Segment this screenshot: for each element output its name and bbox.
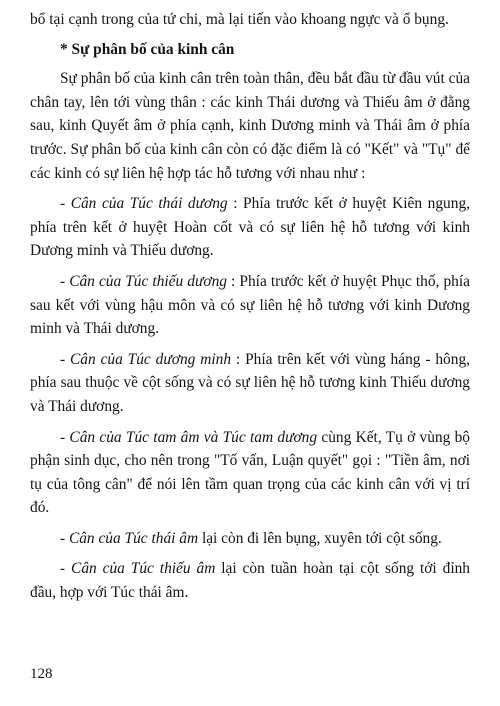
item-2-term: - Cân của Túc thiếu dương — [60, 272, 227, 290]
item-5-term: - Cân của Túc thái âm — [60, 529, 199, 547]
section-heading: * Sự phân bố của kinh cân — [60, 40, 235, 58]
paragraph-item-6 — [30, 557, 470, 604]
paragraph-item-5 — [30, 527, 470, 551]
item-6-text: lại còn tuần hoàn tại cột sống tới đỉnh đầu, hợp với Túc thái âm. — [30, 560, 470, 602]
item-4-term: - Cân của Túc tam âm và Túc tam dương — [60, 428, 318, 446]
paragraph-item-3 — [30, 348, 470, 419]
item-6-term: - Cân của Túc thiếu âm — [60, 560, 216, 578]
paragraph-continuation: bổ tại cạnh trong của tứ chi, mà lại tiến vào khoang ngực và ổ bụng. — [30, 11, 449, 28]
paragraph-item-2 — [30, 270, 470, 341]
item-3-term: - Cân của Túc dương minh — [60, 350, 232, 368]
item-4-text: cùng Kết, Tụ ở vùng bộ phận sinh dục, cho nên trong "Tố vấn, Luận quyết" gọi : "Tiền âm, nơi tụ của tông cân" để nói lên tầm quan trọng của các kinh cân với vị trí đó. — [30, 428, 470, 517]
page-number: 128 — [30, 666, 53, 682]
item-2-text: : Phía trước kết ở huyệt Phục thố, phía sau kết với vùng hậu môn và có sự liên hệ hỗ tương với kinh Dương minh và Thái dương. — [30, 272, 470, 338]
item-5-text: lại còn đi lên bụng, xuyên tới cột sống. — [198, 529, 442, 547]
item-3-text: : Phía trên kết với vùng háng - hông, phía sau thuộc về cột sống và có sự liên hệ hỗ tương kinh Thiếu dương và Thái dương. — [30, 350, 470, 415]
item-1-term: - Cân của Túc thái dương — [60, 195, 228, 213]
item-1-text: : Phía trước kết ở huyệt Kiên ngung, phía trên kết ở huyệt Hoàn cốt và có sự liên hệ hỗ tương với kinh Dương minh và Thiếu dương. — [30, 195, 470, 260]
paragraph-item-1 — [30, 192, 470, 263]
paragraph-intro: Sự phân bố của kinh cân trên toàn thân, đều bắt đầu từ đầu vút của chân tay, lên tới vùng thân : các kinh Thái dương và Thiếu âm ở đằng sau, kinh Quyết âm ở phía cạnh, kinh Dương minh và Thái âm ở phía trước. Sự phân bố của kinh cân còn có đặc điểm là có "Kết" và "Tụ" để các kinh có sự liên hệ hợp tác hỗ tương với nhau như : — [30, 70, 470, 182]
paragraph-item-4 — [30, 426, 470, 520]
